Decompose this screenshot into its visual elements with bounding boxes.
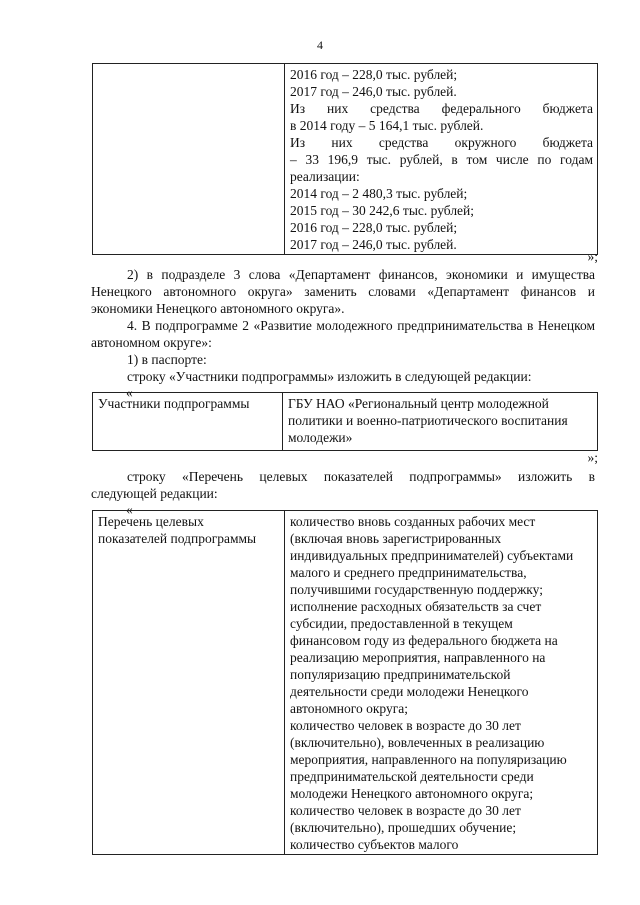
text-line: в 2014 году – 5 164,1 тыс. рублей. (290, 118, 484, 133)
closing-quote: »; (587, 450, 598, 465)
text-line: Из них средства федерального бюджета (290, 101, 593, 116)
table-row (93, 511, 598, 855)
paragraph-indicators-row: строку «Перечень целевых показателей подпрограммы» изложить в (127, 469, 595, 484)
text-line: количество вновь созданных рабочих мест (290, 514, 536, 529)
text-line: исполнение расходных обязательств за счет (290, 599, 542, 614)
participants-label-cell (93, 393, 283, 451)
text-line: (включительно), прошедших обучение; (290, 820, 517, 835)
text-line: малого и среднего предпринимательства, (290, 565, 527, 580)
table-cell-empty (93, 64, 285, 255)
text-line: 2017 год – 246,0 тыс. рублей. (290, 84, 457, 99)
indicators-label-line: показателей подпрограммы (98, 531, 257, 546)
text-line: (включительно), вовлеченных в реализацию (290, 735, 545, 750)
participants-value-cell (283, 393, 598, 451)
text-line: 2016 год – 228,0 тыс. рублей; (290, 67, 458, 82)
text-line: деятельности среди молодежи Ненецкого (290, 684, 529, 699)
text-line: 2015 год – 30 242,6 тыс. рублей; (290, 203, 475, 218)
indicators-label-cell (93, 511, 285, 855)
paragraph-indicators-row-cont: следующей редакции: (91, 486, 218, 501)
paragraph-participants-row: строку «Участники подпрограммы» изложить в следующей редакции: (127, 369, 532, 384)
paragraph-4: 4. В подпрограмме 2 «Развитие молодежного предпринимательства в Ненецком автономном округе»: (91, 318, 595, 350)
text-line: 2014 год – 2 480,3 тыс. рублей; (290, 186, 468, 201)
financing-table (92, 63, 598, 255)
opening-quote: « (126, 502, 133, 517)
text-line: финансовом году из федерального бюджета на (290, 633, 558, 648)
text-line: молодежи» (288, 430, 353, 445)
text-line: автономного округа; (290, 701, 408, 716)
text-line: популяризацию предпринимательской (290, 667, 511, 682)
indicators-value-cell (285, 511, 598, 855)
text-line: мероприятия, направленного на популяризацию (290, 752, 567, 767)
table-row (93, 393, 598, 451)
participants-label: Участники подпрограммы (98, 396, 250, 411)
opening-quote: « (126, 385, 133, 400)
participants-table (92, 392, 598, 451)
indicators-table (92, 510, 598, 855)
text-line: количество человек в возрасте до 30 лет (290, 803, 521, 818)
text-line: получившими государственную поддержку; (290, 582, 543, 597)
text-line: политики и военно-патриотического воспитания (288, 413, 568, 428)
text-line: субсидии, предоставленной в текущем (290, 616, 513, 631)
text-line: 2016 год – 228,0 тыс. рублей; (290, 220, 458, 235)
page-number: 4 (317, 38, 323, 52)
text-line: (включая вновь зарегистрированных (290, 531, 502, 546)
text-line: количество субъектов малого (290, 837, 459, 852)
text-line: – 33 196,9 тыс. рублей, в том числе по годам (290, 152, 593, 167)
table-row (93, 64, 598, 255)
closing-quote: »; (587, 249, 598, 264)
text-line: реализации: (290, 169, 360, 184)
text-line: предпринимательской деятельности среди (290, 769, 534, 784)
table-cell-financing (285, 64, 598, 255)
text-line: Из них средства окружного бюджета (290, 135, 593, 150)
text-line: 2017 год – 246,0 тыс. рублей. (290, 237, 457, 252)
paragraph-passport: 1) в паспорте: (127, 352, 207, 367)
text-line: реализацию мероприятия, направленного на (290, 650, 546, 665)
indicators-label-line: Перечень целевых (98, 514, 204, 529)
text-line: ГБУ НАО «Региональный центр молодежной (288, 396, 549, 411)
text-line: количество человек в возрасте до 30 лет (290, 718, 521, 733)
text-line: молодежи Ненецкого автономного округа; (290, 786, 534, 801)
text-line: индивидуальных предпринимателей) субъектами (290, 548, 574, 563)
paragraph-2: 2) в подразделе 3 слова «Департамент финансов, экономики и имущества Ненецкого автономного округа» заменить словами «Департамент финансов и экономики Ненецкого автономного округа». (91, 267, 595, 316)
